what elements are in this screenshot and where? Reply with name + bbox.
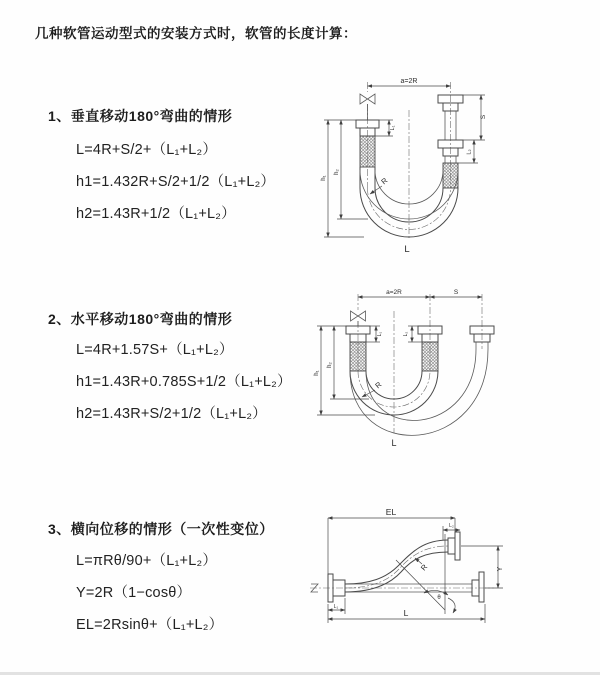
hose-assembly	[328, 532, 484, 614]
dim-label-a2r: a=2R	[400, 78, 418, 85]
dim-label-h2: h₂	[334, 169, 340, 175]
section-2-number: 2、	[48, 311, 71, 327]
dim-label-l1: L₁	[377, 331, 383, 337]
right-flange-original	[472, 572, 484, 602]
dim-label-l2: L₂	[466, 149, 473, 155]
diagram-horizontal-180-bend	[305, 283, 600, 463]
section-1-title: 垂直移动180°弯曲的情形	[70, 108, 233, 124]
section-1-formula-h1: h1=1.432R+S/2+1/2（L₁+L₂）	[76, 174, 276, 190]
right-flange-displaced	[448, 532, 460, 560]
section-3-title: 横向位移的情形（一次性变位）	[70, 521, 274, 537]
dimension-labels	[334, 507, 504, 618]
dim-label-l1: L₁	[390, 125, 396, 131]
radius-label: R	[418, 562, 430, 573]
section-3-number: 3、	[48, 521, 71, 537]
diagram-lateral-displacement	[298, 502, 598, 660]
section-3-formula-Y: Y=2R（1−cosθ）	[76, 585, 192, 601]
section-1-number: 1、	[48, 108, 71, 124]
dim-label-l: L	[403, 608, 409, 618]
section-2-heading	[48, 309, 232, 329]
section-2-title: 水平移动180°弯曲的情形	[70, 311, 233, 327]
dim-label-h2: h₂	[327, 362, 333, 368]
left-braid	[360, 136, 375, 167]
valve-icon	[360, 94, 375, 120]
dimension-lines	[328, 518, 503, 623]
centerlines	[368, 82, 451, 240]
dim-label-a2r: a=2R	[386, 289, 402, 296]
dim-label-l2: L₂	[449, 523, 454, 529]
angle-label: θ	[437, 595, 441, 601]
dim-label-s: S	[453, 289, 459, 296]
dimension-lines	[317, 297, 482, 415]
length-label: L	[404, 244, 410, 255]
dim-label-h1: h₁	[314, 370, 320, 376]
left-braid	[350, 342, 366, 371]
section-3-formula-L: L=πRθ/90+（L₁+L₂）	[76, 553, 218, 569]
section-2-formula-L: L=4R+1.57S+（L₁+L₂）	[76, 342, 234, 358]
dim-label-h1: h₁	[321, 175, 327, 181]
section-2-formula-h2: h2=1.43R+S/2+1/2（L₁+L₂）	[76, 406, 267, 422]
section-1-formula-L: L=4R+S/2+（L₁+L₂）	[76, 142, 218, 158]
valve-icon	[351, 311, 366, 326]
hose-assembly	[356, 94, 463, 237]
section-3-heading	[48, 519, 274, 539]
dimension-lines	[324, 86, 485, 237]
section-3-formula-EL: EL=2Rsinθ+（L₁+L₂）	[76, 617, 224, 633]
dim-label-l1: L₁	[333, 604, 339, 610]
dim-label-l2: L₂	[403, 331, 409, 337]
hose-assembly	[346, 311, 494, 435]
diagram-vertical-180-bend	[312, 70, 597, 260]
center-braid	[422, 342, 438, 371]
dim-label-y: Y	[497, 566, 504, 572]
dimension-labels	[321, 78, 487, 255]
radius-label: R	[373, 379, 384, 391]
section-1-formula-h2: h2=1.43R+1/2（L₁+L₂）	[76, 206, 236, 222]
dim-label-s: S	[480, 114, 487, 120]
radius-label: R	[379, 175, 390, 187]
centerlines	[358, 294, 482, 433]
section-1-heading	[48, 106, 232, 126]
dim-label-el: EL	[385, 507, 397, 517]
centerlines	[310, 584, 494, 592]
section-2-formula-h1: h1=1.43R+0.785S+1/2（L₁+L₂）	[76, 374, 292, 390]
page-title: 几种软管运动型式的安装方式时，软管的长度计算：	[35, 26, 357, 41]
length-label: L	[391, 438, 397, 448]
